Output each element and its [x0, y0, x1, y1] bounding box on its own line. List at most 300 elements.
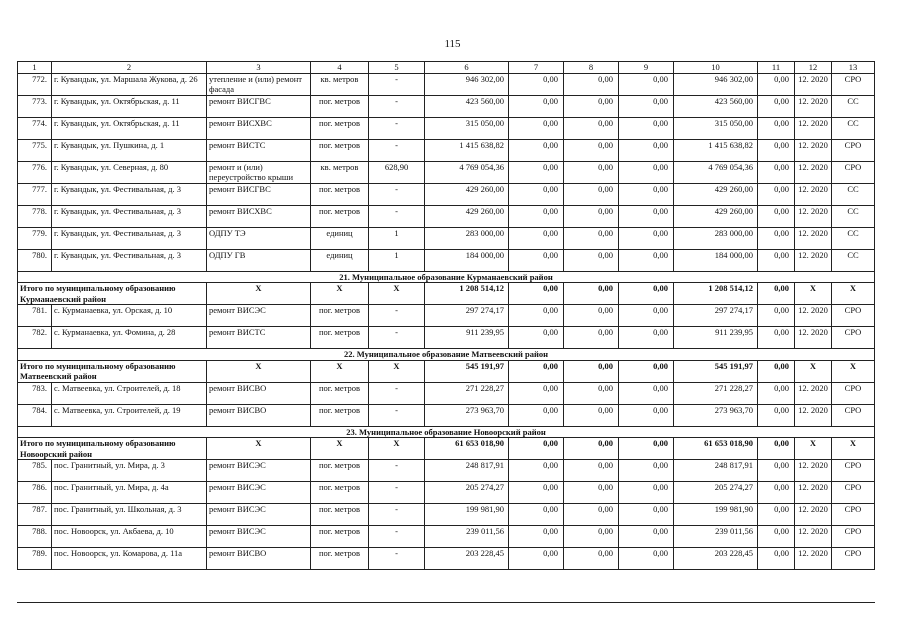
subtotal-fund: 0,00 — [619, 283, 674, 305]
method-cell: СРО — [832, 305, 875, 327]
fund-cell: 0,00 — [619, 305, 674, 327]
work-type-cell: утепление и (или) ремонт фасада — [207, 73, 311, 95]
fund-cell: 0,00 — [509, 305, 564, 327]
total-cost-cell: 315 050,00 — [425, 117, 509, 139]
row-number: 782. — [18, 327, 52, 349]
table-row — [18, 548, 875, 570]
fund-cell: 0,00 — [564, 73, 619, 95]
row-number: 784. — [18, 404, 52, 426]
unit-cell: пог. метров — [311, 117, 369, 139]
owner-funds-cell: 205 274,27 — [674, 482, 758, 504]
subtotal-other-funds: 0,00 — [758, 438, 795, 460]
quantity-cell: 1 — [369, 227, 425, 249]
quantity-cell: - — [369, 382, 425, 404]
quantity-cell: 628,90 — [369, 161, 425, 183]
unit-cell: пог. метров — [311, 382, 369, 404]
other-funds-cell: 0,00 — [758, 305, 795, 327]
address-cell: г. Кувандык, ул. Маршала Жукова, д. 26 — [52, 73, 207, 95]
method-cell: СРО — [832, 460, 875, 482]
quantity-cell: - — [369, 526, 425, 548]
work-type-cell: ОДПУ ТЭ — [207, 227, 311, 249]
work-type-cell: ремонт ВИСЭС — [207, 305, 311, 327]
fund-cell: 0,00 — [564, 249, 619, 271]
x-mark: X — [207, 438, 311, 460]
table-row — [18, 404, 875, 426]
subtotal-fund: 0,00 — [564, 438, 619, 460]
period-cell: 12. 2020 — [795, 548, 832, 570]
unit-cell: единиц — [311, 249, 369, 271]
section-heading-row — [18, 426, 875, 438]
fund-cell: 0,00 — [619, 460, 674, 482]
row-number: 772. — [18, 73, 52, 95]
header-cell: 7 — [509, 62, 564, 74]
method-cell: СРО — [832, 139, 875, 161]
header-cell: 6 — [425, 62, 509, 74]
table-row — [18, 504, 875, 526]
total-cost-cell: 184 000,00 — [425, 249, 509, 271]
x-mark: X — [832, 283, 875, 305]
fund-cell: 0,00 — [509, 404, 564, 426]
subtotal-label: Итого по муниципальному образованию Матвеевский район — [18, 360, 207, 382]
owner-funds-cell: 199 981,90 — [674, 504, 758, 526]
period-cell: 12. 2020 — [795, 526, 832, 548]
owner-funds-cell: 429 260,00 — [674, 183, 758, 205]
subtotal-cost: 1 208 514,12 — [425, 283, 509, 305]
row-number: 781. — [18, 305, 52, 327]
address-cell: г. Кувандык, ул. Пушкина, д. 1 — [52, 139, 207, 161]
other-funds-cell: 0,00 — [758, 183, 795, 205]
address-cell: пос. Гранитный, ул. Мира, д. 3 — [52, 460, 207, 482]
fund-cell: 0,00 — [619, 504, 674, 526]
total-cost-cell: 911 239,95 — [425, 327, 509, 349]
method-cell: СС — [832, 183, 875, 205]
owner-funds-cell: 429 260,00 — [674, 205, 758, 227]
method-cell: СРО — [832, 526, 875, 548]
subtotal-owner-funds: 545 191,97 — [674, 360, 758, 382]
row-number: 775. — [18, 139, 52, 161]
period-cell: 12. 2020 — [795, 95, 832, 117]
table-row — [18, 73, 875, 95]
header-cell: 9 — [619, 62, 674, 74]
x-mark: X — [795, 283, 832, 305]
work-type-cell: ремонт ВИСХВС — [207, 117, 311, 139]
fund-cell: 0,00 — [619, 183, 674, 205]
table-row — [18, 526, 875, 548]
address-cell: г. Кувандык, ул. Фестивальная, д. 3 — [52, 205, 207, 227]
other-funds-cell: 0,00 — [758, 139, 795, 161]
other-funds-cell: 0,00 — [758, 95, 795, 117]
section-heading-row — [18, 349, 875, 361]
fund-cell: 0,00 — [619, 139, 674, 161]
address-cell: с. Матвеевка, ул. Строителей, д. 18 — [52, 382, 207, 404]
unit-cell: пог. метров — [311, 460, 369, 482]
row-number: 778. — [18, 205, 52, 227]
table-row — [18, 205, 875, 227]
section-heading: 23. Муниципальное образование Новоорский район — [18, 426, 875, 438]
period-cell: 12. 2020 — [795, 117, 832, 139]
unit-cell: единиц — [311, 227, 369, 249]
owner-funds-cell: 273 963,70 — [674, 404, 758, 426]
work-type-cell: ремонт ВИСЭС — [207, 526, 311, 548]
fund-cell: 0,00 — [619, 161, 674, 183]
quantity-cell: - — [369, 73, 425, 95]
fund-cell: 0,00 — [564, 327, 619, 349]
fund-cell: 0,00 — [564, 95, 619, 117]
method-cell: СС — [832, 95, 875, 117]
owner-funds-cell: 184 000,00 — [674, 249, 758, 271]
other-funds-cell: 0,00 — [758, 205, 795, 227]
total-cost-cell: 203 228,45 — [425, 548, 509, 570]
other-funds-cell: 0,00 — [758, 73, 795, 95]
quantity-cell: - — [369, 117, 425, 139]
table-row — [18, 482, 875, 504]
period-cell: 12. 2020 — [795, 249, 832, 271]
fund-cell: 0,00 — [564, 382, 619, 404]
fund-cell: 0,00 — [509, 139, 564, 161]
unit-cell: пог. метров — [311, 548, 369, 570]
address-cell: пос. Новоорск, ул. Акбаева, д. 10 — [52, 526, 207, 548]
fund-cell: 0,00 — [509, 73, 564, 95]
fund-cell: 0,00 — [619, 404, 674, 426]
quantity-cell: - — [369, 548, 425, 570]
fund-cell: 0,00 — [509, 95, 564, 117]
work-type-cell: ремонт ВИСТС — [207, 139, 311, 161]
x-mark: X — [207, 283, 311, 305]
fund-cell: 0,00 — [509, 327, 564, 349]
fund-cell: 0,00 — [509, 205, 564, 227]
other-funds-cell: 0,00 — [758, 504, 795, 526]
method-cell: СРО — [832, 482, 875, 504]
row-number: 773. — [18, 95, 52, 117]
work-type-cell: ремонт ВИСЭС — [207, 504, 311, 526]
subtotal-fund: 0,00 — [564, 360, 619, 382]
period-cell: 12. 2020 — [795, 327, 832, 349]
subtotal-cost: 545 191,97 — [425, 360, 509, 382]
fund-cell: 0,00 — [564, 227, 619, 249]
subtotal-owner-funds: 61 653 018,90 — [674, 438, 758, 460]
method-cell: СС — [832, 227, 875, 249]
fund-cell: 0,00 — [509, 161, 564, 183]
subtotal-owner-funds: 1 208 514,12 — [674, 283, 758, 305]
unit-cell: пог. метров — [311, 139, 369, 161]
table-row — [18, 249, 875, 271]
work-type-cell: ремонт ВИСГВС — [207, 183, 311, 205]
subtotal-row — [18, 360, 875, 382]
subtotal-other-funds: 0,00 — [758, 283, 795, 305]
method-cell: СС — [832, 117, 875, 139]
total-cost-cell: 205 274,27 — [425, 482, 509, 504]
address-cell: г. Кувандык, ул. Фестивальная, д. 3 — [52, 183, 207, 205]
period-cell: 12. 2020 — [795, 460, 832, 482]
row-number: 787. — [18, 504, 52, 526]
x-mark: X — [369, 283, 425, 305]
owner-funds-cell: 283 000,00 — [674, 227, 758, 249]
fund-cell: 0,00 — [564, 305, 619, 327]
other-funds-cell: 0,00 — [758, 404, 795, 426]
owner-funds-cell: 271 228,27 — [674, 382, 758, 404]
row-number: 788. — [18, 526, 52, 548]
fund-cell: 0,00 — [564, 548, 619, 570]
fund-cell: 0,00 — [564, 482, 619, 504]
address-cell: пос. Новоорск, ул. Комарова, д. 11а — [52, 548, 207, 570]
header-cell: 2 — [52, 62, 207, 74]
owner-funds-cell: 1 415 638,82 — [674, 139, 758, 161]
total-cost-cell: 199 981,90 — [425, 504, 509, 526]
fund-cell: 0,00 — [509, 117, 564, 139]
quantity-cell: - — [369, 305, 425, 327]
x-mark: X — [311, 438, 369, 460]
total-cost-cell: 239 011,56 — [425, 526, 509, 548]
method-cell: СРО — [832, 382, 875, 404]
table-row — [18, 139, 875, 161]
method-cell: СРО — [832, 504, 875, 526]
fund-cell: 0,00 — [509, 526, 564, 548]
table-row — [18, 95, 875, 117]
row-number: 786. — [18, 482, 52, 504]
fund-cell: 0,00 — [619, 227, 674, 249]
total-cost-cell: 4 769 054,36 — [425, 161, 509, 183]
fund-cell: 0,00 — [564, 205, 619, 227]
other-funds-cell: 0,00 — [758, 548, 795, 570]
row-number: 777. — [18, 183, 52, 205]
fund-cell: 0,00 — [564, 404, 619, 426]
total-cost-cell: 297 274,17 — [425, 305, 509, 327]
period-cell: 12. 2020 — [795, 183, 832, 205]
work-type-cell: ремонт ВИСЭС — [207, 482, 311, 504]
fund-cell: 0,00 — [619, 117, 674, 139]
fund-cell: 0,00 — [619, 205, 674, 227]
other-funds-cell: 0,00 — [758, 482, 795, 504]
header-cell: 13 — [832, 62, 875, 74]
subtotal-label: Итого по муниципальному образованию Курманаевский район — [18, 283, 207, 305]
table-row — [18, 161, 875, 183]
other-funds-cell: 0,00 — [758, 227, 795, 249]
address-cell: г. Кувандык, ул. Фестивальная, д. 3 — [52, 227, 207, 249]
unit-cell: пог. метров — [311, 183, 369, 205]
other-funds-cell: 0,00 — [758, 460, 795, 482]
period-cell: 12. 2020 — [795, 73, 832, 95]
address-cell: пос. Гранитный, ул. Школьная, д. 3 — [52, 504, 207, 526]
row-number: 774. — [18, 117, 52, 139]
address-cell: с. Курманаевка, ул. Фомина, д. 28 — [52, 327, 207, 349]
work-type-cell: ремонт ВИСТС — [207, 327, 311, 349]
fund-cell: 0,00 — [619, 526, 674, 548]
row-number: 776. — [18, 161, 52, 183]
owner-funds-cell: 297 274,17 — [674, 305, 758, 327]
header-cell: 12 — [795, 62, 832, 74]
address-cell: г. Кувандык, ул. Октябрьская, д. 11 — [52, 95, 207, 117]
period-cell: 12. 2020 — [795, 504, 832, 526]
fund-cell: 0,00 — [509, 460, 564, 482]
header-cell: 10 — [674, 62, 758, 74]
period-cell: 12. 2020 — [795, 139, 832, 161]
address-cell: г. Кувандык, ул. Фестивальная, д. 3 — [52, 249, 207, 271]
unit-cell: пог. метров — [311, 482, 369, 504]
fund-cell: 0,00 — [564, 117, 619, 139]
fund-cell: 0,00 — [509, 382, 564, 404]
work-type-cell: ремонт ВИСХВС — [207, 205, 311, 227]
subtotal-fund: 0,00 — [509, 438, 564, 460]
x-mark: X — [311, 283, 369, 305]
total-cost-cell: 271 228,27 — [425, 382, 509, 404]
row-number: 785. — [18, 460, 52, 482]
x-mark: X — [795, 438, 832, 460]
table-row — [18, 382, 875, 404]
page-number: 115 — [444, 38, 461, 50]
other-funds-cell: 0,00 — [758, 161, 795, 183]
table-bottom-border — [17, 602, 875, 603]
owner-funds-cell: 203 228,45 — [674, 548, 758, 570]
header-cell: 1 — [18, 62, 52, 74]
period-cell: 12. 2020 — [795, 382, 832, 404]
fund-cell: 0,00 — [619, 95, 674, 117]
unit-cell: пог. метров — [311, 526, 369, 548]
column-number-header — [18, 62, 875, 74]
header-cell: 11 — [758, 62, 795, 74]
work-type-cell: ремонт ВИСЭС — [207, 460, 311, 482]
fund-cell: 0,00 — [564, 526, 619, 548]
work-type-cell: ОДПУ ГВ — [207, 249, 311, 271]
fund-cell: 0,00 — [619, 382, 674, 404]
period-cell: 12. 2020 — [795, 482, 832, 504]
fund-cell: 0,00 — [509, 249, 564, 271]
x-mark: X — [832, 438, 875, 460]
subtotal-fund: 0,00 — [509, 360, 564, 382]
header-cell: 4 — [311, 62, 369, 74]
x-mark: X — [369, 438, 425, 460]
unit-cell: кв. метров — [311, 73, 369, 95]
header-cell: 8 — [564, 62, 619, 74]
other-funds-cell: 0,00 — [758, 327, 795, 349]
other-funds-cell: 0,00 — [758, 526, 795, 548]
quantity-cell: - — [369, 95, 425, 117]
fund-cell: 0,00 — [509, 548, 564, 570]
period-cell: 12. 2020 — [795, 161, 832, 183]
total-cost-cell: 946 302,00 — [425, 73, 509, 95]
quantity-cell: - — [369, 205, 425, 227]
unit-cell: пог. метров — [311, 205, 369, 227]
owner-funds-cell: 911 239,95 — [674, 327, 758, 349]
subtotal-fund: 0,00 — [619, 360, 674, 382]
quantity-cell: 1 — [369, 249, 425, 271]
quantity-cell: - — [369, 183, 425, 205]
total-cost-cell: 273 963,70 — [425, 404, 509, 426]
method-cell: СРО — [832, 73, 875, 95]
owner-funds-cell: 4 769 054,36 — [674, 161, 758, 183]
unit-cell: пог. метров — [311, 305, 369, 327]
method-cell: СС — [832, 249, 875, 271]
fund-cell: 0,00 — [619, 482, 674, 504]
total-cost-cell: 429 260,00 — [425, 205, 509, 227]
row-number: 789. — [18, 548, 52, 570]
fund-cell: 0,00 — [564, 161, 619, 183]
total-cost-cell: 423 560,00 — [425, 95, 509, 117]
method-cell: СРО — [832, 404, 875, 426]
unit-cell: пог. метров — [311, 504, 369, 526]
quantity-cell: - — [369, 460, 425, 482]
fund-cell: 0,00 — [509, 504, 564, 526]
table-row — [18, 460, 875, 482]
row-number: 780. — [18, 249, 52, 271]
method-cell: СРО — [832, 161, 875, 183]
period-cell: 12. 2020 — [795, 305, 832, 327]
work-type-cell: ремонт ВИСВО — [207, 404, 311, 426]
owner-funds-cell: 423 560,00 — [674, 95, 758, 117]
fund-cell: 0,00 — [509, 482, 564, 504]
table-row — [18, 117, 875, 139]
method-cell: СРО — [832, 548, 875, 570]
x-mark: X — [207, 360, 311, 382]
unit-cell: кв. метров — [311, 161, 369, 183]
quantity-cell: - — [369, 504, 425, 526]
table-row — [18, 183, 875, 205]
address-cell: с. Матвеевка, ул. Строителей, д. 19 — [52, 404, 207, 426]
table-row — [18, 327, 875, 349]
unit-cell: пог. метров — [311, 327, 369, 349]
fund-cell: 0,00 — [564, 183, 619, 205]
owner-funds-cell: 946 302,00 — [674, 73, 758, 95]
header-cell: 3 — [207, 62, 311, 74]
table-body — [18, 62, 875, 570]
address-cell: г. Кувандык, ул. Октябрьская, д. 11 — [52, 117, 207, 139]
period-cell: 12. 2020 — [795, 205, 832, 227]
other-funds-cell: 0,00 — [758, 249, 795, 271]
quantity-cell: - — [369, 404, 425, 426]
x-mark: X — [369, 360, 425, 382]
subtotal-row — [18, 283, 875, 305]
method-cell: СРО — [832, 327, 875, 349]
subtotal-fund: 0,00 — [564, 283, 619, 305]
table-row — [18, 227, 875, 249]
section-heading: 21. Муниципальное образование Курманаевский район — [18, 271, 875, 283]
owner-funds-cell: 248 817,91 — [674, 460, 758, 482]
table-row — [18, 305, 875, 327]
total-cost-cell: 1 415 638,82 — [425, 139, 509, 161]
work-type-cell: ремонт ВИСВО — [207, 548, 311, 570]
fund-cell: 0,00 — [619, 73, 674, 95]
unit-cell: пог. метров — [311, 95, 369, 117]
subtotal-label: Итого по муниципальному образованию Новоорский район — [18, 438, 207, 460]
fund-cell: 0,00 — [619, 249, 674, 271]
subtotal-cost: 61 653 018,90 — [425, 438, 509, 460]
x-mark: X — [832, 360, 875, 382]
address-cell: пос. Гранитный, ул. Мира, д. 4а — [52, 482, 207, 504]
total-cost-cell: 248 817,91 — [425, 460, 509, 482]
address-cell: г. Кувандык, ул. Северная, д. 80 — [52, 161, 207, 183]
capital-repair-table — [17, 61, 875, 570]
other-funds-cell: 0,00 — [758, 382, 795, 404]
fund-cell: 0,00 — [509, 227, 564, 249]
quantity-cell: - — [369, 327, 425, 349]
owner-funds-cell: 315 050,00 — [674, 117, 758, 139]
quantity-cell: - — [369, 482, 425, 504]
unit-cell: пог. метров — [311, 404, 369, 426]
method-cell: СС — [832, 205, 875, 227]
work-type-cell: ремонт ВИСГВС — [207, 95, 311, 117]
fund-cell: 0,00 — [619, 327, 674, 349]
total-cost-cell: 283 000,00 — [425, 227, 509, 249]
section-heading: 22. Муниципальное образование Матвеевский район — [18, 349, 875, 361]
subtotal-other-funds: 0,00 — [758, 360, 795, 382]
owner-funds-cell: 239 011,56 — [674, 526, 758, 548]
x-mark: X — [311, 360, 369, 382]
fund-cell: 0,00 — [564, 460, 619, 482]
total-cost-cell: 429 260,00 — [425, 183, 509, 205]
period-cell: 12. 2020 — [795, 404, 832, 426]
row-number: 783. — [18, 382, 52, 404]
x-mark: X — [795, 360, 832, 382]
period-cell: 12. 2020 — [795, 227, 832, 249]
